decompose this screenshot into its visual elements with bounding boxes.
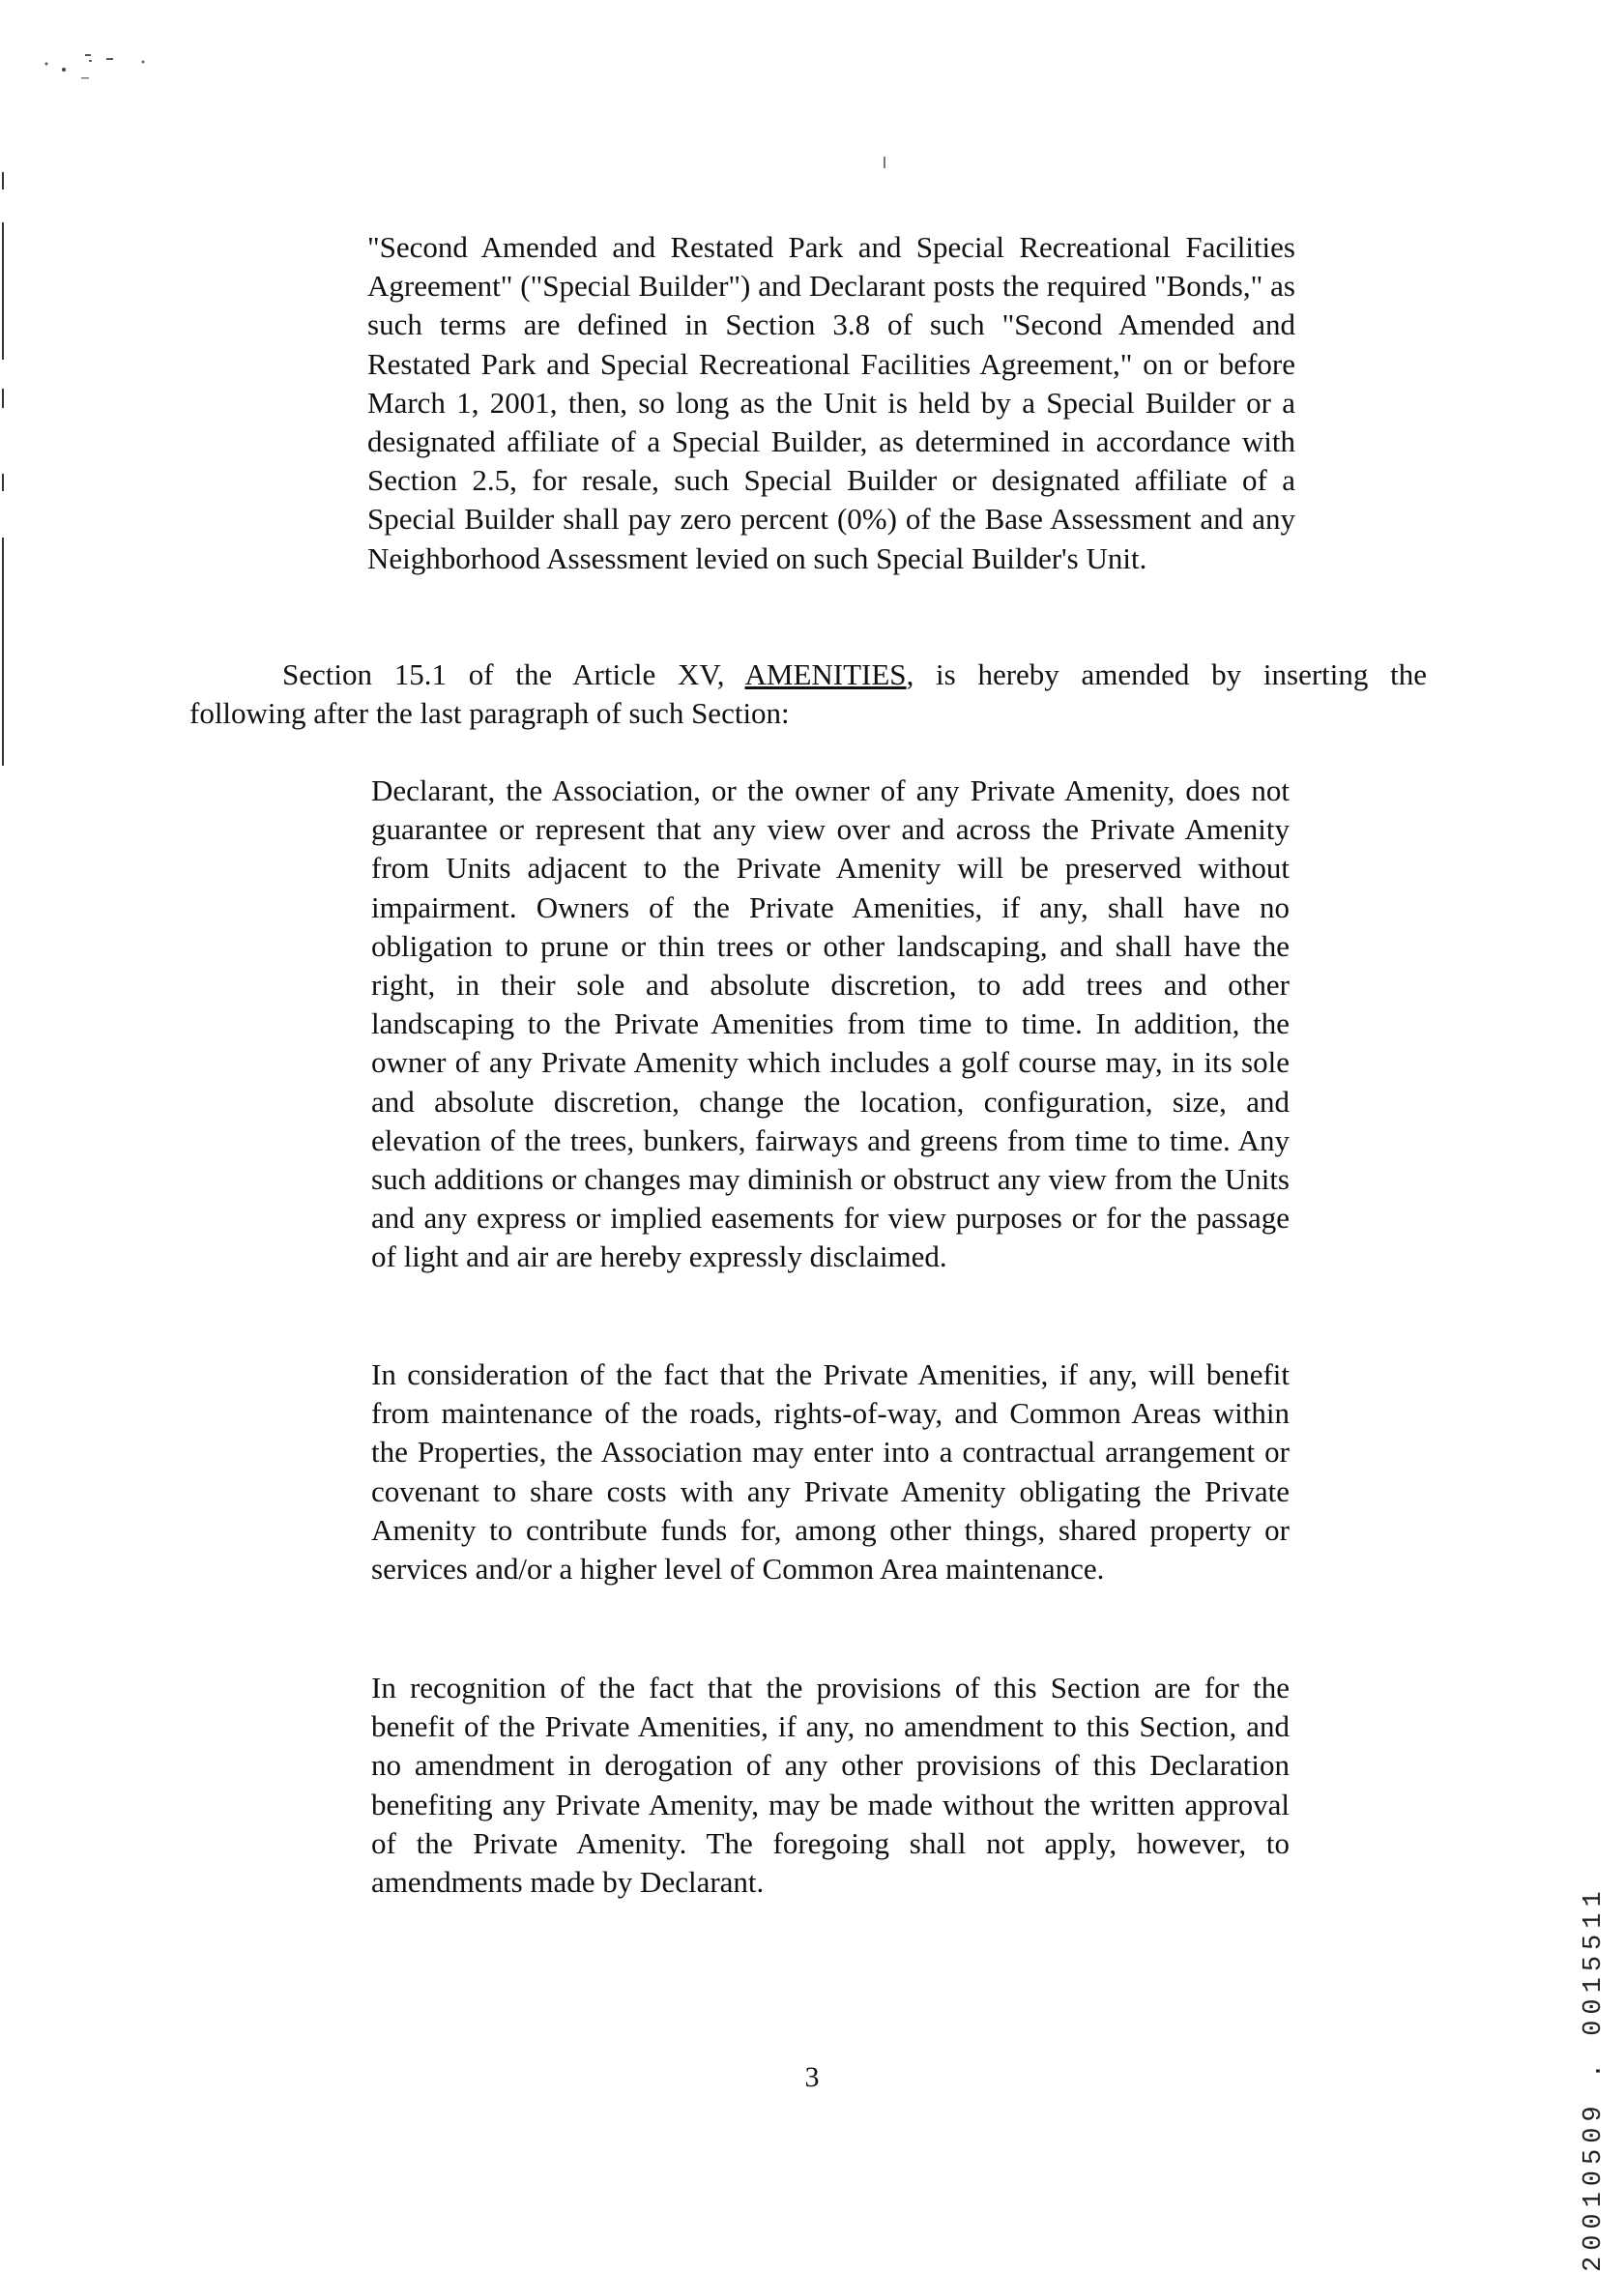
paragraph-text: In recognition of the fact that the provisions of this Section are for the benefit of the Private Amenities, if any, no amendment to this Section, and no amendment in derogation of any other provisions of this Declaration benefiting any Private Amenity, may be made without the written approval of the Private Amenity. The foregoing shall not apply, however, to amendments made by Declarant. (371, 1671, 1290, 1900)
paragraph-text: "Second Amended and Restated Park and Special Recreational Facilities Agreement" ("Special Builder") and Declarant posts the required "Bonds," as such terms are defined in Section 3.8 of such "Second Amended and Restated Park and Special Recreational Facilities Agreement," on or before March 1, 2001, then, so long as the Unit is held by a Special Builder or a designated affiliate of a Special Builder, as determined in accordance with Section 2.5, for resale, such Special Builder or designated affiliate of a Special Builder shall pay zero percent (0%) of the Base Assessment and any Neighborhood Assessment levied on such Special Builder's Unit. (367, 230, 1295, 575)
stamp-text: 20010509 . 0015511 (1580, 1885, 1609, 2272)
scan-edge-mark (2, 538, 4, 766)
scan-edge-mark (2, 222, 4, 360)
paragraph-text: In consideration of the fact that the Private Amenities, if any, will benefit from maintenance of the roads, rights-of-way, and Common Areas within the Properties, the Association may enter into a contractual arrangement or covenant to share costs with any Private Amenity obligating the Private Amenity to contribute funds for, among other things, shared property or services and/or a higher level of Common Area maintenance. (371, 1357, 1290, 1587)
scan-artifact (39, 50, 174, 89)
scan-edge-mark (2, 172, 4, 189)
recording-number-stamp (1552, 1528, 1609, 2272)
view-disclaimer-paragraph (371, 772, 1290, 1277)
amendment-restriction-paragraph (371, 1669, 1290, 1902)
scan-edge-mark (2, 474, 4, 491)
amenities-heading-reference: AMENITIES (744, 657, 907, 691)
scan-edge-mark (2, 389, 4, 408)
intro-line (189, 655, 1427, 694)
continued-quote-paragraph (367, 228, 1295, 578)
scan-artifact (884, 157, 885, 168)
paragraph-text: Declarant, the Association, or the owner of any Private Amenity, does not guarantee or represent that any view over and across the Private Amenity from Units adjacent to the Private Amenity will be preserved without impairment. Owners of the Private Amenities, if any, shall have no obligation to prune or thin trees or other landscaping, and shall have the right, in their sole and absolute discretion, to add trees and other landscaping to the Private Amenities from time to time. In addition, the owner of any Private Amenity which includes a golf course may, in its sole and absolute discretion, change the location, configuration, size, and elevation of the trees, bunkers, fairways and greens from time to time. Any such additions or changes may diminish or obstruct any view from the Units and any express or implied easements for view purposes or for the passage of light and air are hereby expressly disclaimed. (371, 773, 1290, 1274)
intro-text: , is hereby amended by inserting the (906, 657, 1427, 691)
section-amendment-intro (189, 655, 1427, 733)
intro-line: following after the last paragraph of such Section: (189, 696, 790, 730)
intro-text: Section 15.1 of the Article XV, (282, 657, 725, 691)
page-number: 3 (804, 2061, 820, 2093)
cost-sharing-paragraph (371, 1355, 1290, 1588)
